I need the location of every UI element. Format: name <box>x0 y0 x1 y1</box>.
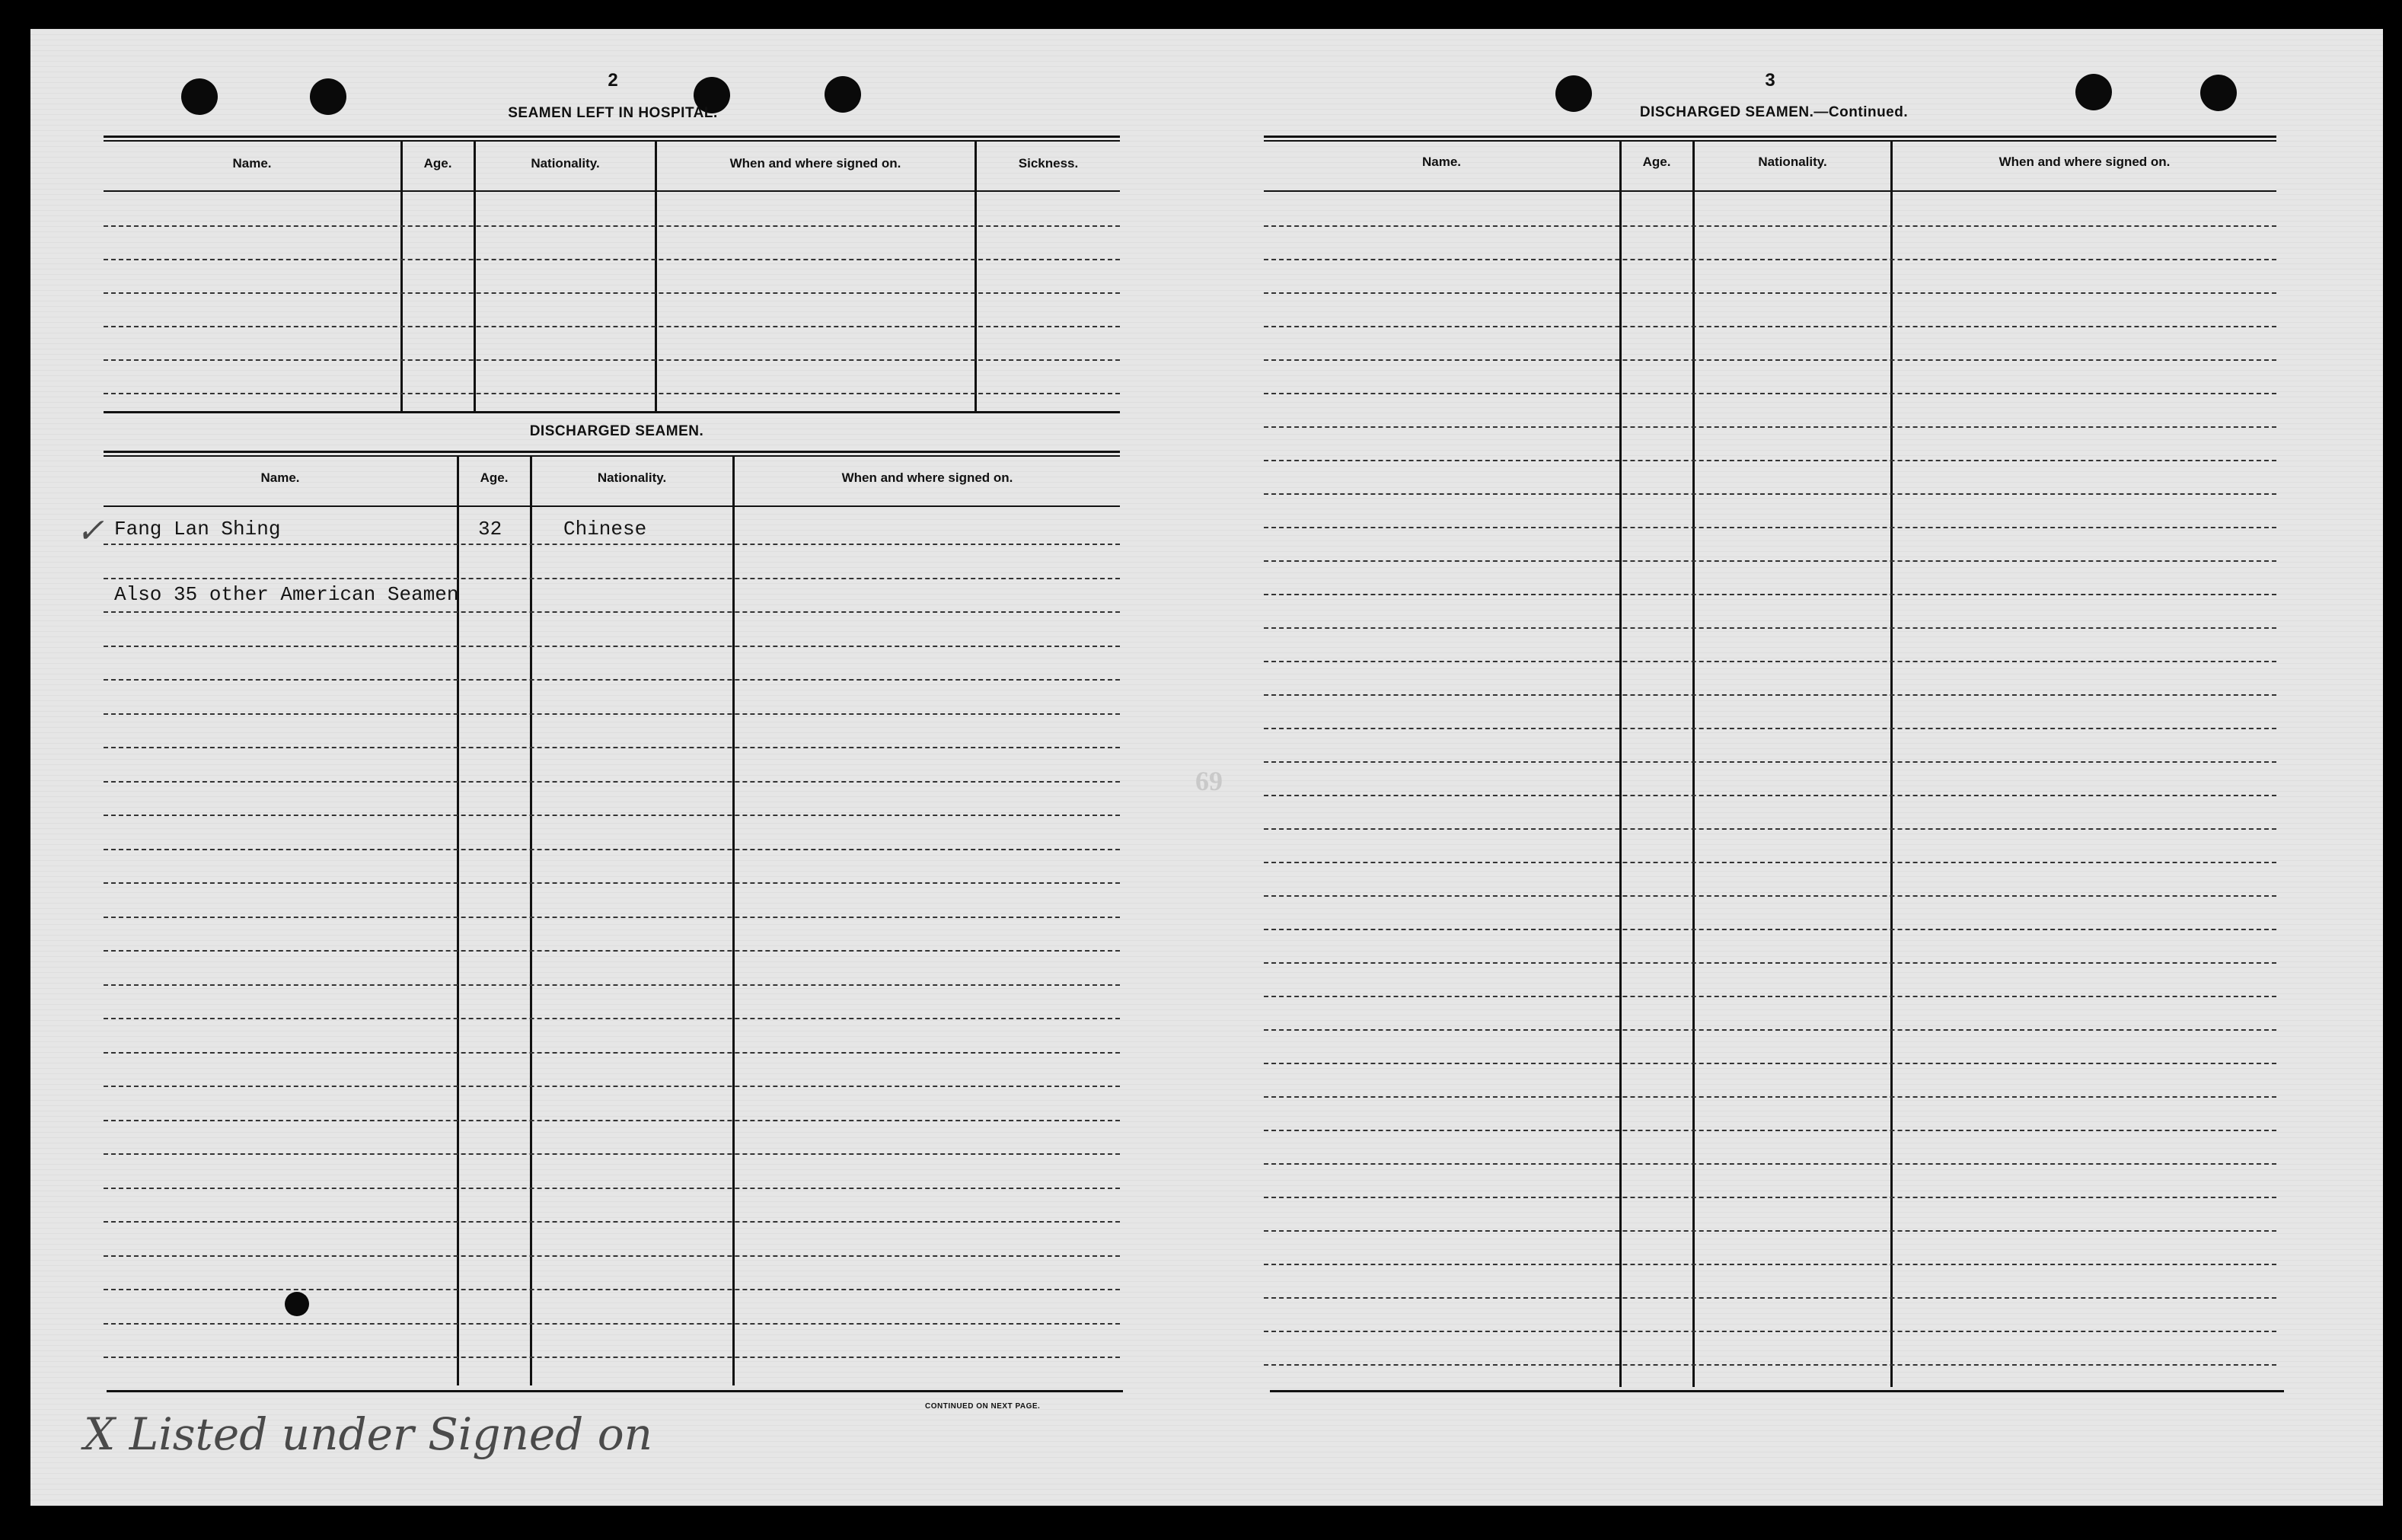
ruled-line <box>104 393 1120 394</box>
ruled-line <box>104 1323 1120 1325</box>
right-col-divider <box>1890 142 1893 1387</box>
discharged-section-title: DISCHARGED SEAMEN. <box>529 423 704 439</box>
ruled-line <box>104 1120 1120 1121</box>
ruled-line <box>1264 1230 2276 1232</box>
ruled-line <box>104 747 1120 748</box>
ruled-line <box>1264 426 2276 428</box>
discharged-header-name: Name. <box>260 470 300 485</box>
punch-hole <box>310 78 346 115</box>
hospital-header-sickness: Sickness. <box>1018 156 1079 171</box>
right-header-age: Age. <box>1642 155 1671 169</box>
ruled-line <box>1264 1163 2276 1165</box>
ruled-line <box>1264 1197 2276 1198</box>
ruled-line <box>1264 895 2276 897</box>
ruled-line <box>1264 627 2276 629</box>
ruled-line <box>1264 1130 2276 1131</box>
ruled-line <box>1264 761 2276 763</box>
right-header-rule <box>1264 190 2276 192</box>
discharged-continued-title: DISCHARGED SEAMEN.—Continued. <box>1639 104 1909 120</box>
discharged-rule <box>104 451 1120 453</box>
ruled-line <box>1264 326 2276 327</box>
ruled-line <box>104 1018 1120 1019</box>
ruled-line <box>1264 1331 2276 1332</box>
ruled-line <box>1264 929 2276 930</box>
ruled-line <box>104 292 1120 294</box>
right-header-nationality: Nationality. <box>1758 155 1827 169</box>
hospital-top-rule-2 <box>104 140 1120 142</box>
punch-hole <box>1555 75 1592 112</box>
ruled-line <box>104 1289 1120 1290</box>
right-header-name: Name. <box>1421 155 1462 169</box>
hospital-top-rule <box>104 136 1120 138</box>
ruled-line <box>1264 661 2276 662</box>
ruled-line <box>104 815 1120 816</box>
right-col-divider <box>1619 142 1622 1387</box>
continued-footer: CONTINUED ON NEXT PAGE. <box>925 1402 1041 1411</box>
ruled-line <box>104 1188 1120 1189</box>
ruled-line <box>1264 594 2276 595</box>
punch-hole <box>181 78 218 115</box>
ruled-line <box>104 359 1120 361</box>
ruled-line <box>104 1255 1120 1257</box>
hospital-header-nationality: Nationality. <box>531 156 600 171</box>
ruled-line <box>104 917 1120 918</box>
ruled-line <box>104 259 1120 260</box>
ruled-line <box>1264 259 2276 260</box>
ruled-line <box>104 225 1120 227</box>
ruled-line <box>104 1221 1120 1223</box>
punch-hole <box>2200 75 2237 111</box>
hospital-header-signed-on: When and where signed on. <box>729 156 901 171</box>
hospital-header-name: Name. <box>232 156 272 171</box>
ruled-line <box>1264 493 2276 495</box>
ruled-line <box>104 984 1120 986</box>
page-number-right: 3 <box>1765 70 1775 91</box>
seaman-nationality: Chinese <box>563 518 647 540</box>
punch-hole <box>285 1292 309 1316</box>
right-bottom-rule <box>1270 1390 2284 1392</box>
ruled-line <box>104 882 1120 884</box>
discharged-header-signed-on: When and where signed on. <box>841 470 1013 485</box>
ruled-line <box>104 679 1120 681</box>
discharged-col-divider <box>732 457 735 1385</box>
ruled-line <box>1264 996 2276 997</box>
ruled-line <box>1264 828 2276 830</box>
ruled-line <box>1264 1364 2276 1366</box>
ruled-line <box>1264 560 2276 562</box>
ruled-line <box>104 849 1120 850</box>
hospital-col-divider <box>975 142 977 411</box>
ruled-line <box>104 611 1120 613</box>
right-col-divider <box>1692 142 1695 1387</box>
ruled-line <box>104 326 1120 327</box>
ruled-line <box>104 950 1120 952</box>
ruled-line <box>1264 1096 2276 1098</box>
page-number-left: 2 <box>608 70 618 91</box>
check-mark: ✓ <box>76 512 104 550</box>
ruled-line <box>1264 292 2276 294</box>
ruled-line <box>1264 962 2276 964</box>
ruled-line <box>1264 359 2276 361</box>
faint-stamp: 69 <box>1195 766 1223 796</box>
handwritten-note: X Listed under Signed on <box>84 1408 653 1460</box>
ruled-line <box>1264 527 2276 528</box>
ruled-line <box>1264 1297 2276 1299</box>
hospital-col-divider <box>400 142 403 411</box>
ruled-line <box>104 1153 1120 1155</box>
ruled-line <box>1264 795 2276 796</box>
additional-seamen-note: Also 35 other American Seamen <box>114 583 459 606</box>
discharged-rule-2 <box>104 455 1120 457</box>
ruled-line <box>104 1052 1120 1054</box>
ruled-line <box>1264 694 2276 696</box>
hospital-header-rule <box>104 190 1120 192</box>
discharged-top-rule <box>104 411 1120 413</box>
ruled-line <box>104 781 1120 783</box>
hospital-header-age: Age. <box>423 156 452 171</box>
right-header-signed-on: When and where signed on. <box>1998 155 2171 169</box>
hospital-col-divider <box>474 142 476 411</box>
right-top-rule <box>1264 136 2276 138</box>
ruled-line <box>104 1357 1120 1358</box>
discharged-header-age: Age. <box>480 470 509 485</box>
punch-hole <box>825 76 861 113</box>
seaman-name: Fang Lan Shing <box>114 518 281 540</box>
ruled-line <box>1264 225 2276 227</box>
ruled-line <box>1264 1264 2276 1265</box>
ruled-line <box>104 578 1120 579</box>
discharged-header-nationality: Nationality. <box>597 470 667 485</box>
left-bottom-rule <box>107 1390 1123 1392</box>
discharged-col-divider <box>530 457 532 1385</box>
ruled-line <box>104 646 1120 647</box>
ruled-line <box>1264 728 2276 729</box>
ruled-line <box>104 1086 1120 1087</box>
punch-hole <box>2075 74 2112 110</box>
ruled-line <box>104 544 1120 545</box>
right-top-rule-2 <box>1264 140 2276 142</box>
ruled-line <box>1264 862 2276 863</box>
seaman-age: 32 <box>478 518 502 540</box>
ruled-line <box>1264 393 2276 394</box>
ruled-line <box>104 713 1120 715</box>
discharged-header-rule <box>104 505 1120 507</box>
hospital-section-title: SEAMEN LEFT IN HOSPITAL. <box>508 105 718 121</box>
hospital-col-divider <box>655 142 657 411</box>
ruled-line <box>1264 1063 2276 1064</box>
ruled-line <box>1264 1029 2276 1031</box>
ruled-line <box>1264 460 2276 461</box>
